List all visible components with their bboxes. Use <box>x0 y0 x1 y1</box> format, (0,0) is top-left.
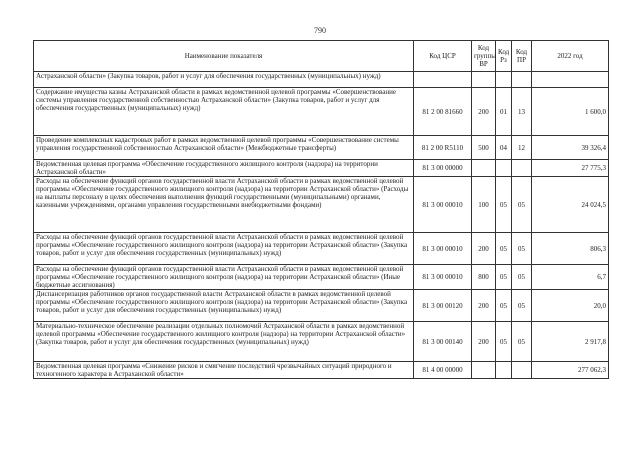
row-rz-code <box>496 362 512 379</box>
row-name: Ведомственная целевая программа «Обеспечение государственного жилищного контроля (надзора) на территории Астраханской области» <box>34 160 414 177</box>
row-vr-code: 800 <box>472 265 496 290</box>
row-csr-code: 81 2 00 81660 <box>414 88 472 136</box>
row-pr-code: 05 <box>512 233 532 265</box>
row-pr-code <box>512 160 532 177</box>
row-vr-code <box>472 362 496 379</box>
row-csr-code: 81 3 00 00000 <box>414 160 472 177</box>
row-amount <box>532 72 609 88</box>
row-csr-code: 81 4 00 00000 <box>414 362 472 379</box>
header-rz: Код Рз <box>496 41 512 72</box>
table-row <box>34 362 609 379</box>
row-vr-code: 200 <box>472 88 496 136</box>
row-pr-code: 13 <box>512 88 532 136</box>
row-csr-code: 81 3 00 00140 <box>414 322 472 362</box>
row-rz-code: 05 <box>496 322 512 362</box>
row-pr-code: 05 <box>512 177 532 233</box>
row-amount: 24 024,5 <box>532 177 609 233</box>
row-amount: 2 917,8 <box>532 322 609 362</box>
row-pr-code: 05 <box>512 265 532 290</box>
row-rz-code <box>496 72 512 88</box>
row-pr-code: 05 <box>512 290 532 322</box>
row-rz-code: 05 <box>496 177 512 233</box>
row-csr-code: 81 3 00 00120 <box>414 290 472 322</box>
row-name: Расходы на обеспечение функций органов государственной власти Астраханской области в рамках ведомственной целевой программы «Обеспечение государственного жилищного контроля (надзора) на территории Астраханской области» (Расходы на выплаты персоналу в целях обеспечения выполнения функций государственными (муниципальными) органами, казенными учреждениями, органами управления государственными внебюджетными фондами) <box>34 177 414 233</box>
row-pr-code <box>512 72 532 88</box>
row-rz-code: 05 <box>496 290 512 322</box>
header-csr: Код ЦСР <box>414 41 472 72</box>
row-pr-code <box>512 362 532 379</box>
row-csr-code: 81 3 00 00010 <box>414 233 472 265</box>
row-rz-code: 01 <box>496 88 512 136</box>
table-row <box>34 233 609 265</box>
row-rz-code: 04 <box>496 136 512 160</box>
row-name: Материально-техническое обеспечение реализации отдельных полномочий Астраханской области в рамках ведомственной целевой программы «Обеспечение государственного жилищного контроля (надзора) на территории Астраханской области» (Закупка товаров, работ и услуг для обеспечения государственных (муниципальных) нужд) <box>34 322 414 362</box>
budget-table <box>33 40 609 379</box>
row-name: Диспансеризация работников органов государственной власти Астраханской области в рамках ведомственной целевой программы «Обеспечение государственного жилищного контроля (надзора) на территории Астраханской области» (Закупка товаров, работ и услуг для обеспечения государственных (муниципальных) нужд) <box>34 290 414 322</box>
row-rz-code: 05 <box>496 233 512 265</box>
row-amount: 39 326,4 <box>532 136 609 160</box>
row-rz-code <box>496 160 512 177</box>
table-row <box>34 322 609 362</box>
row-vr-code: 200 <box>472 322 496 362</box>
row-vr-code: 500 <box>472 136 496 160</box>
row-pr-code: 12 <box>512 136 532 160</box>
row-rz-code: 05 <box>496 265 512 290</box>
row-csr-code: 81 3 00 00010 <box>414 177 472 233</box>
table-row <box>34 72 609 88</box>
table-header-row <box>34 41 609 72</box>
page-number: 790 <box>314 26 326 35</box>
row-amount: 806,3 <box>532 233 609 265</box>
row-csr-code: 81 3 00 00010 <box>414 265 472 290</box>
row-vr-code <box>472 160 496 177</box>
row-name: Астраханской области» (Закупка товаров, работ и услуг для обеспечения государственных (муниципальных) нужд) <box>34 72 414 88</box>
header-year: 2022 год <box>532 41 609 72</box>
row-name: Ведомственная целевая программа «Снижение рисков и смягчение последствий чрезвычайных ситуаций природного и техногенного характера в Астраханской области» <box>34 362 414 379</box>
row-pr-code: 05 <box>512 322 532 362</box>
table-row <box>34 160 609 177</box>
row-vr-code: 200 <box>472 290 496 322</box>
row-amount: 20,0 <box>532 290 609 322</box>
table-row <box>34 136 609 160</box>
table-row <box>34 265 609 290</box>
row-amount: 27 775,3 <box>532 160 609 177</box>
table-row <box>34 177 609 233</box>
row-csr-code <box>414 72 472 88</box>
row-vr-code: 200 <box>472 233 496 265</box>
row-amount: 277 062,3 <box>532 362 609 379</box>
row-vr-code <box>472 72 496 88</box>
row-name: Расходы на обеспечение функций органов государственной власти Астраханской области в рамках ведомственной целевой программы «Обеспечение государственного жилищного контроля (надзора) на территории Астраханской области» (Иные бюджетные ассигнования) <box>34 265 414 290</box>
header-name: Наименование показателя <box>34 41 414 72</box>
header-vr: Код группы ВР <box>472 41 496 72</box>
row-vr-code: 100 <box>472 177 496 233</box>
table-row <box>34 88 609 136</box>
row-csr-code: 81 2 00 R5110 <box>414 136 472 160</box>
row-name: Расходы на обеспечение функций органов государственной власти Астраханской области в рамках ведомственной целевой программы «Обеспечение государственного жилищного контроля (надзора) на территории Астраханской области» (Закупка товаров, работ и услуг для обеспечения государственных (муниципальных) нужд) <box>34 233 414 265</box>
row-name: Проведение комплексных кадастровых работ в рамках ведомственной целевой программы «Совершенствование системы управления государственной собственностью Астраханской области» (Межбюджетные трансферты) <box>34 136 414 160</box>
row-name: Содержание имущества казны Астраханской области в рамках ведомственной целевой программы «Совершенствование системы управления государственной собственностью Астраханской области» (Закупка товаров, работ и услуг для обеспечения государственных (муниципальных) нужд) <box>34 88 414 136</box>
header-pr: Код ПР <box>512 41 532 72</box>
table-row <box>34 290 609 322</box>
row-amount: 6,7 <box>532 265 609 290</box>
row-amount: 1 600,0 <box>532 88 609 136</box>
